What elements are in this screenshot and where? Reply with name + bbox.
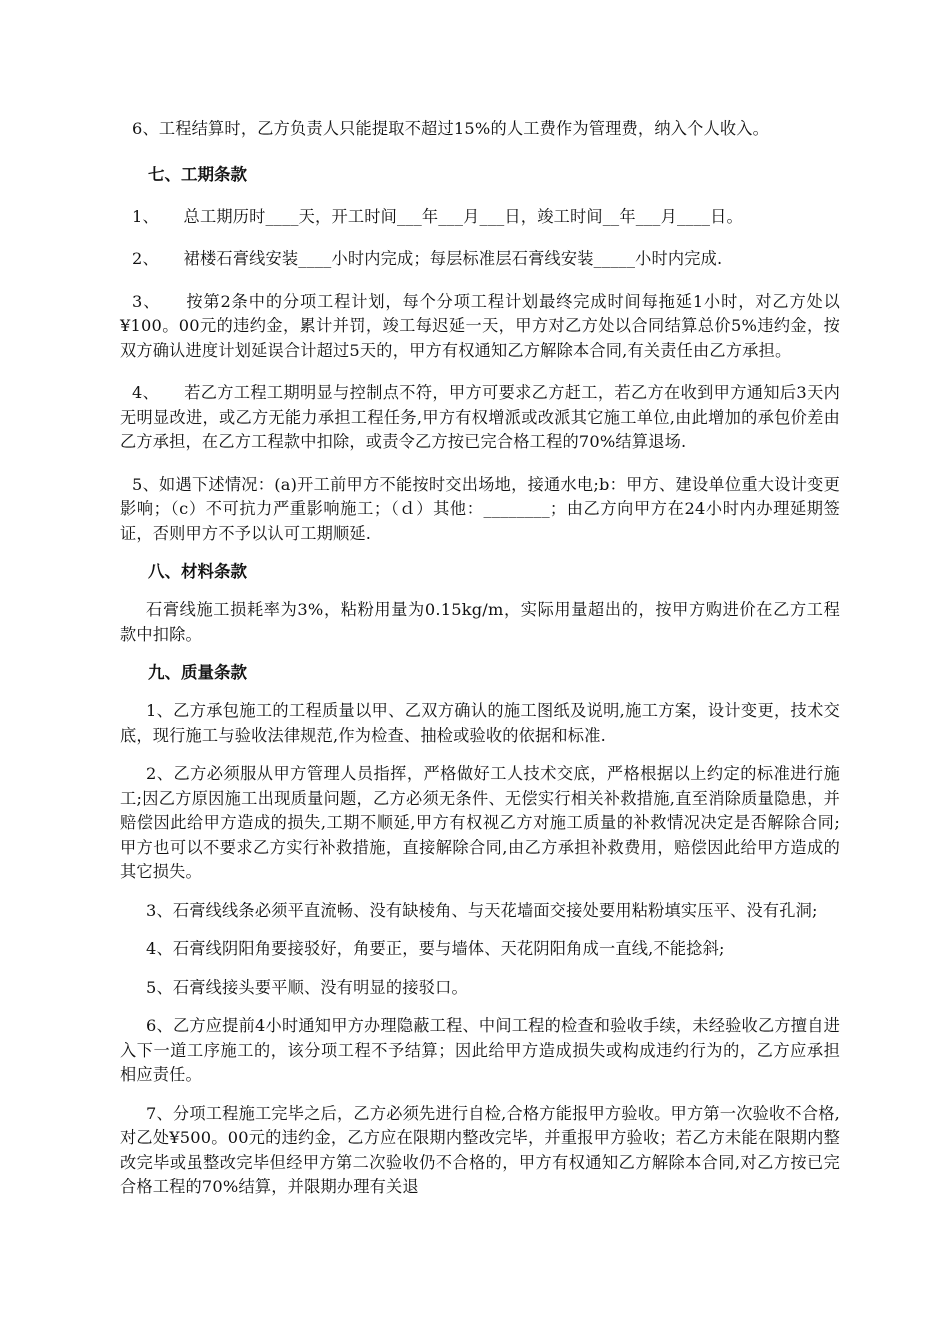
clause-9-5: 5、石膏线接头要平顺、没有明显的接驳口。	[146, 977, 468, 997]
clause-9-6: 6、乙方应提前4小时通知甲方办理隐蔽工程、中间工程的检查和验收手续，未经验收乙方擅自进入下一道工序施工的，该分项工程不予结算；因此给甲方造成损失或构成违约行为的，乙方应承担相应责任。	[120, 1016, 840, 1084]
clause-7-5: 5、如遇下述情况：(a)开工前甲方不能按时交出场地，接通水电;b：甲方、建设单位重大设计变更影响；（c）不可抗力严重影响施工；（ｄ）其他：________；由乙方向甲方在24小时内办理延期签证，否则甲方不予以认可工期顺延.	[120, 474, 840, 543]
clause-9-2: 2、乙方必须服从甲方管理人员指挥，严格做好工人技术交底，严格根据以上约定的标准进行施工;因乙方原因施工出现质量问题，乙方必须无条件、无偿实行相关补救措施,直至消除质量隐患，并赔偿因此给甲方造成的损失,工期不顺延,甲方有权视乙方对施工质量的补救情况决定是否解除合同;甲方也可以不要求乙方实行补救措施，直接解除合同,由乙方承担补救费用，赔偿因此给甲方造成的其它损失。	[120, 764, 840, 881]
clause-7-1: 1、 总工期历时____天，开工时间___年___月___日，竣工时间__年___月____日。	[132, 206, 743, 226]
clause-9-3: 3、石膏线线条必须平直流畅、没有缺棱角、与天花墙面交接处要用粘粉填实压平、没有孔洞;	[146, 900, 818, 920]
clause-7-4: 4、 若乙方工程工期明显与控制点不符，甲方可要求乙方赶工，若乙方在收到甲方通知后3天内无明显改进，或乙方无能力承担工程任务,甲方有权增派或改派其它施工单位,由此增加的承包价差由乙方承担，在乙方工程款中扣除，或责令乙方按已完合格工程的70%结算退场.	[120, 383, 840, 451]
clause-9-1: 1、乙方承包施工的工程质量以甲、乙双方确认的施工图纸及说明,施工方案，设计变更，技术交底，现行施工与验收法律规范,作为检查、抽检或验收的依据和标准.	[120, 701, 840, 745]
clause-7-3: 3、 按第2条中的分项工程计划，每个分项工程计划最终完成时间每拖延1小时，对乙方处以¥100。00元的违约金，累计并罚，竣工每迟延一天，甲方对乙方处以合同结算总价5%违约金，按双方确认进度计划延误合计超过5天的，甲方有权通知乙方解除本合同,有关责任由乙方承担。	[120, 291, 840, 360]
clause-8-1: 石膏线施工损耗率为3%，粘粉用量为0.15kg/m，实际用量超出的，按甲方购进价在乙方工程款中扣除。	[120, 600, 840, 644]
section-heading-materials: 八、材料条款	[148, 562, 247, 581]
clause-7-2: 2、 裙楼石膏线安装____小时内完成；每层标准层石膏线安装_____小时内完成.	[132, 249, 723, 268]
section-heading-quality: 九、质量条款	[148, 663, 247, 682]
clause-9-4: 4、石膏线阴阳角要接驳好，角要正，要与墙体、天花阴阳角成一直线,不能捻斜;	[146, 939, 725, 958]
section-heading-schedule: 七、工期条款	[148, 164, 247, 184]
clause-6-6: 6、工程结算时，乙方负责人只能提取不超过15%的人工费作为管理费，纳入个人收入。	[132, 119, 770, 138]
clause-9-7: 7、分项工程施工完毕之后，乙方必须先进行自检,合格方能报甲方验收。甲方第一次验收不合格,对乙处¥500。00元的违约金，乙方应在限期内整改完毕，并重报甲方验收；若乙方未能在限期内整改完毕或虽整改完毕但经甲方第二次验收仍不合格的，甲方有权通知乙方解除本合同,对乙方按已完合格工程的70%结算，并限期办理有关退	[120, 1103, 840, 1196]
